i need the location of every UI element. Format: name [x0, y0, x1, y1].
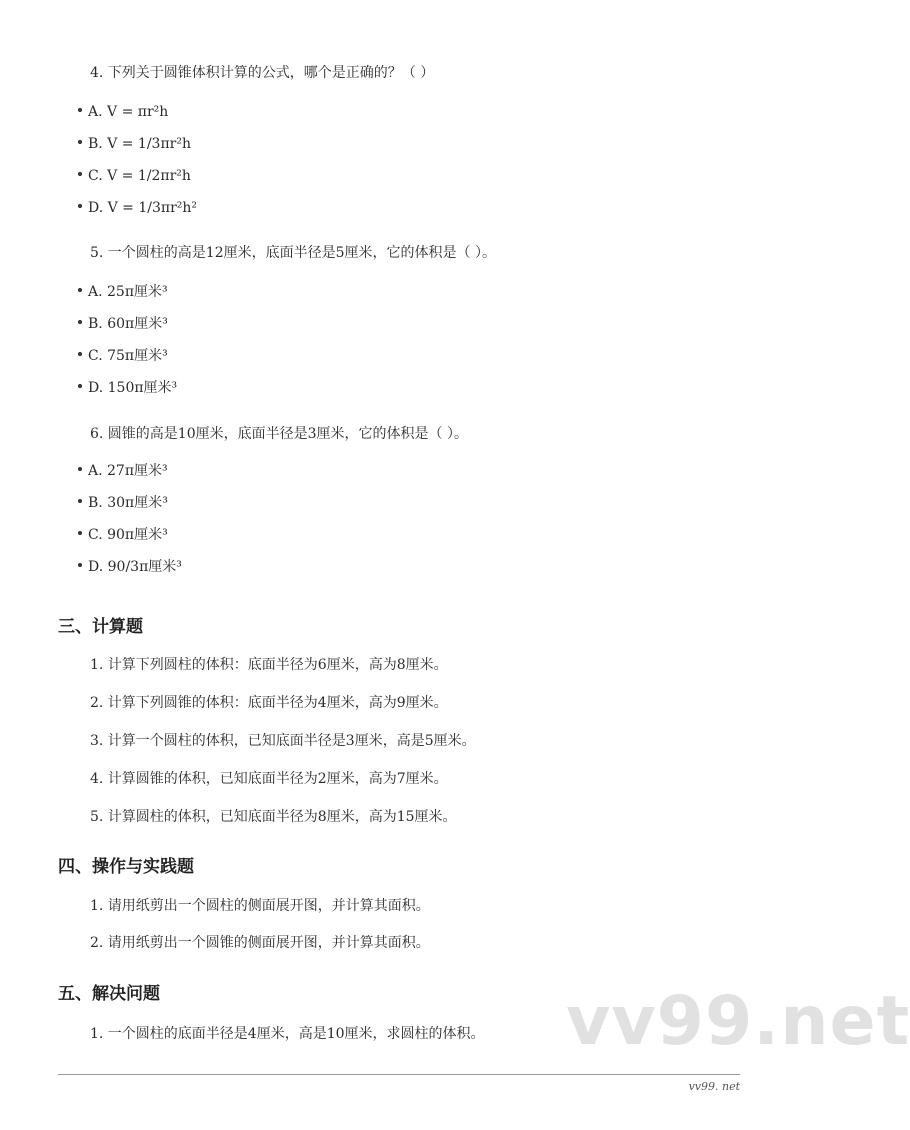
footer-divider	[58, 1074, 740, 1075]
bullet-icon	[78, 563, 82, 567]
question-6-option-c: C. 90π厘米³	[78, 526, 168, 544]
question-4-option-b: B. V = 1/3πr²h	[78, 135, 191, 153]
bullet-icon	[78, 288, 82, 292]
section-4-item-2: 2. 请用纸剪出一个圆锥的侧面展开图，并计算其面积。	[90, 935, 430, 951]
question-6-option-d: D. 90/3π厘米³	[78, 558, 182, 576]
question-5-stem: 5. 一个圆柱的高是12厘米，底面半径是5厘米，它的体积是（ ）。	[90, 245, 496, 261]
question-6-stem: 6. 圆锥的高是10厘米，底面半径是3厘米，它的体积是（ ）。	[90, 426, 468, 442]
section-3-heading: 三、计算题	[58, 617, 143, 637]
bullet-icon	[78, 108, 82, 112]
bullet-icon	[78, 352, 82, 356]
bullet-icon	[78, 467, 82, 471]
question-5-option-c: C. 75π厘米³	[78, 347, 168, 365]
question-5-option-d: D. 150π厘米³	[78, 379, 177, 397]
bullet-icon	[78, 384, 82, 388]
watermark-logo: vv99.net	[566, 982, 910, 1061]
bullet-icon	[78, 172, 82, 176]
section-5-heading: 五、解决问题	[58, 984, 160, 1004]
section-3-item-1: 1. 计算下列圆柱的体积：底面半径为6厘米，高为8厘米。	[90, 657, 448, 673]
footer-site-label[interactable]: vv99. net	[688, 1080, 740, 1093]
section-3-item-3: 3. 计算一个圆柱的体积，已知底面半径是3厘米，高是5厘米。	[90, 733, 476, 749]
section-4-heading: 四、操作与实践题	[58, 857, 194, 877]
bullet-icon	[78, 320, 82, 324]
question-6-option-a: A. 27π厘米³	[78, 462, 168, 480]
question-4-option-d: D. V = 1/3πr²h²	[78, 199, 197, 217]
bullet-icon	[78, 140, 82, 144]
section-5-item-1: 1. 一个圆柱的底面半径是4厘米，高是10厘米，求圆柱的体积。	[90, 1026, 485, 1042]
question-5-option-b: B. 60π厘米³	[78, 315, 168, 333]
question-6-option-b: B. 30π厘米³	[78, 494, 168, 512]
section-3-item-4: 4. 计算圆锥的体积，已知底面半径为2厘米，高为7厘米。	[90, 771, 448, 787]
question-5-option-a: A. 25π厘米³	[78, 283, 168, 301]
section-4-item-1: 1. 请用纸剪出一个圆柱的侧面展开图，并计算其面积。	[90, 898, 430, 914]
question-4-stem: 4. 下列关于圆锥体积计算的公式，哪个是正确的？（ ）	[90, 65, 435, 81]
question-4-option-a: A. V = πr²h	[78, 103, 168, 121]
question-4-option-c: C. V = 1/2πr²h	[78, 167, 191, 185]
bullet-icon	[78, 531, 82, 535]
section-3-item-2: 2. 计算下列圆锥的体积：底面半径为4厘米，高为9厘米。	[90, 695, 448, 711]
bullet-icon	[78, 499, 82, 503]
section-3-item-5: 5. 计算圆柱的体积，已知底面半径为8厘米，高为15厘米。	[90, 809, 457, 825]
bullet-icon	[78, 204, 82, 208]
